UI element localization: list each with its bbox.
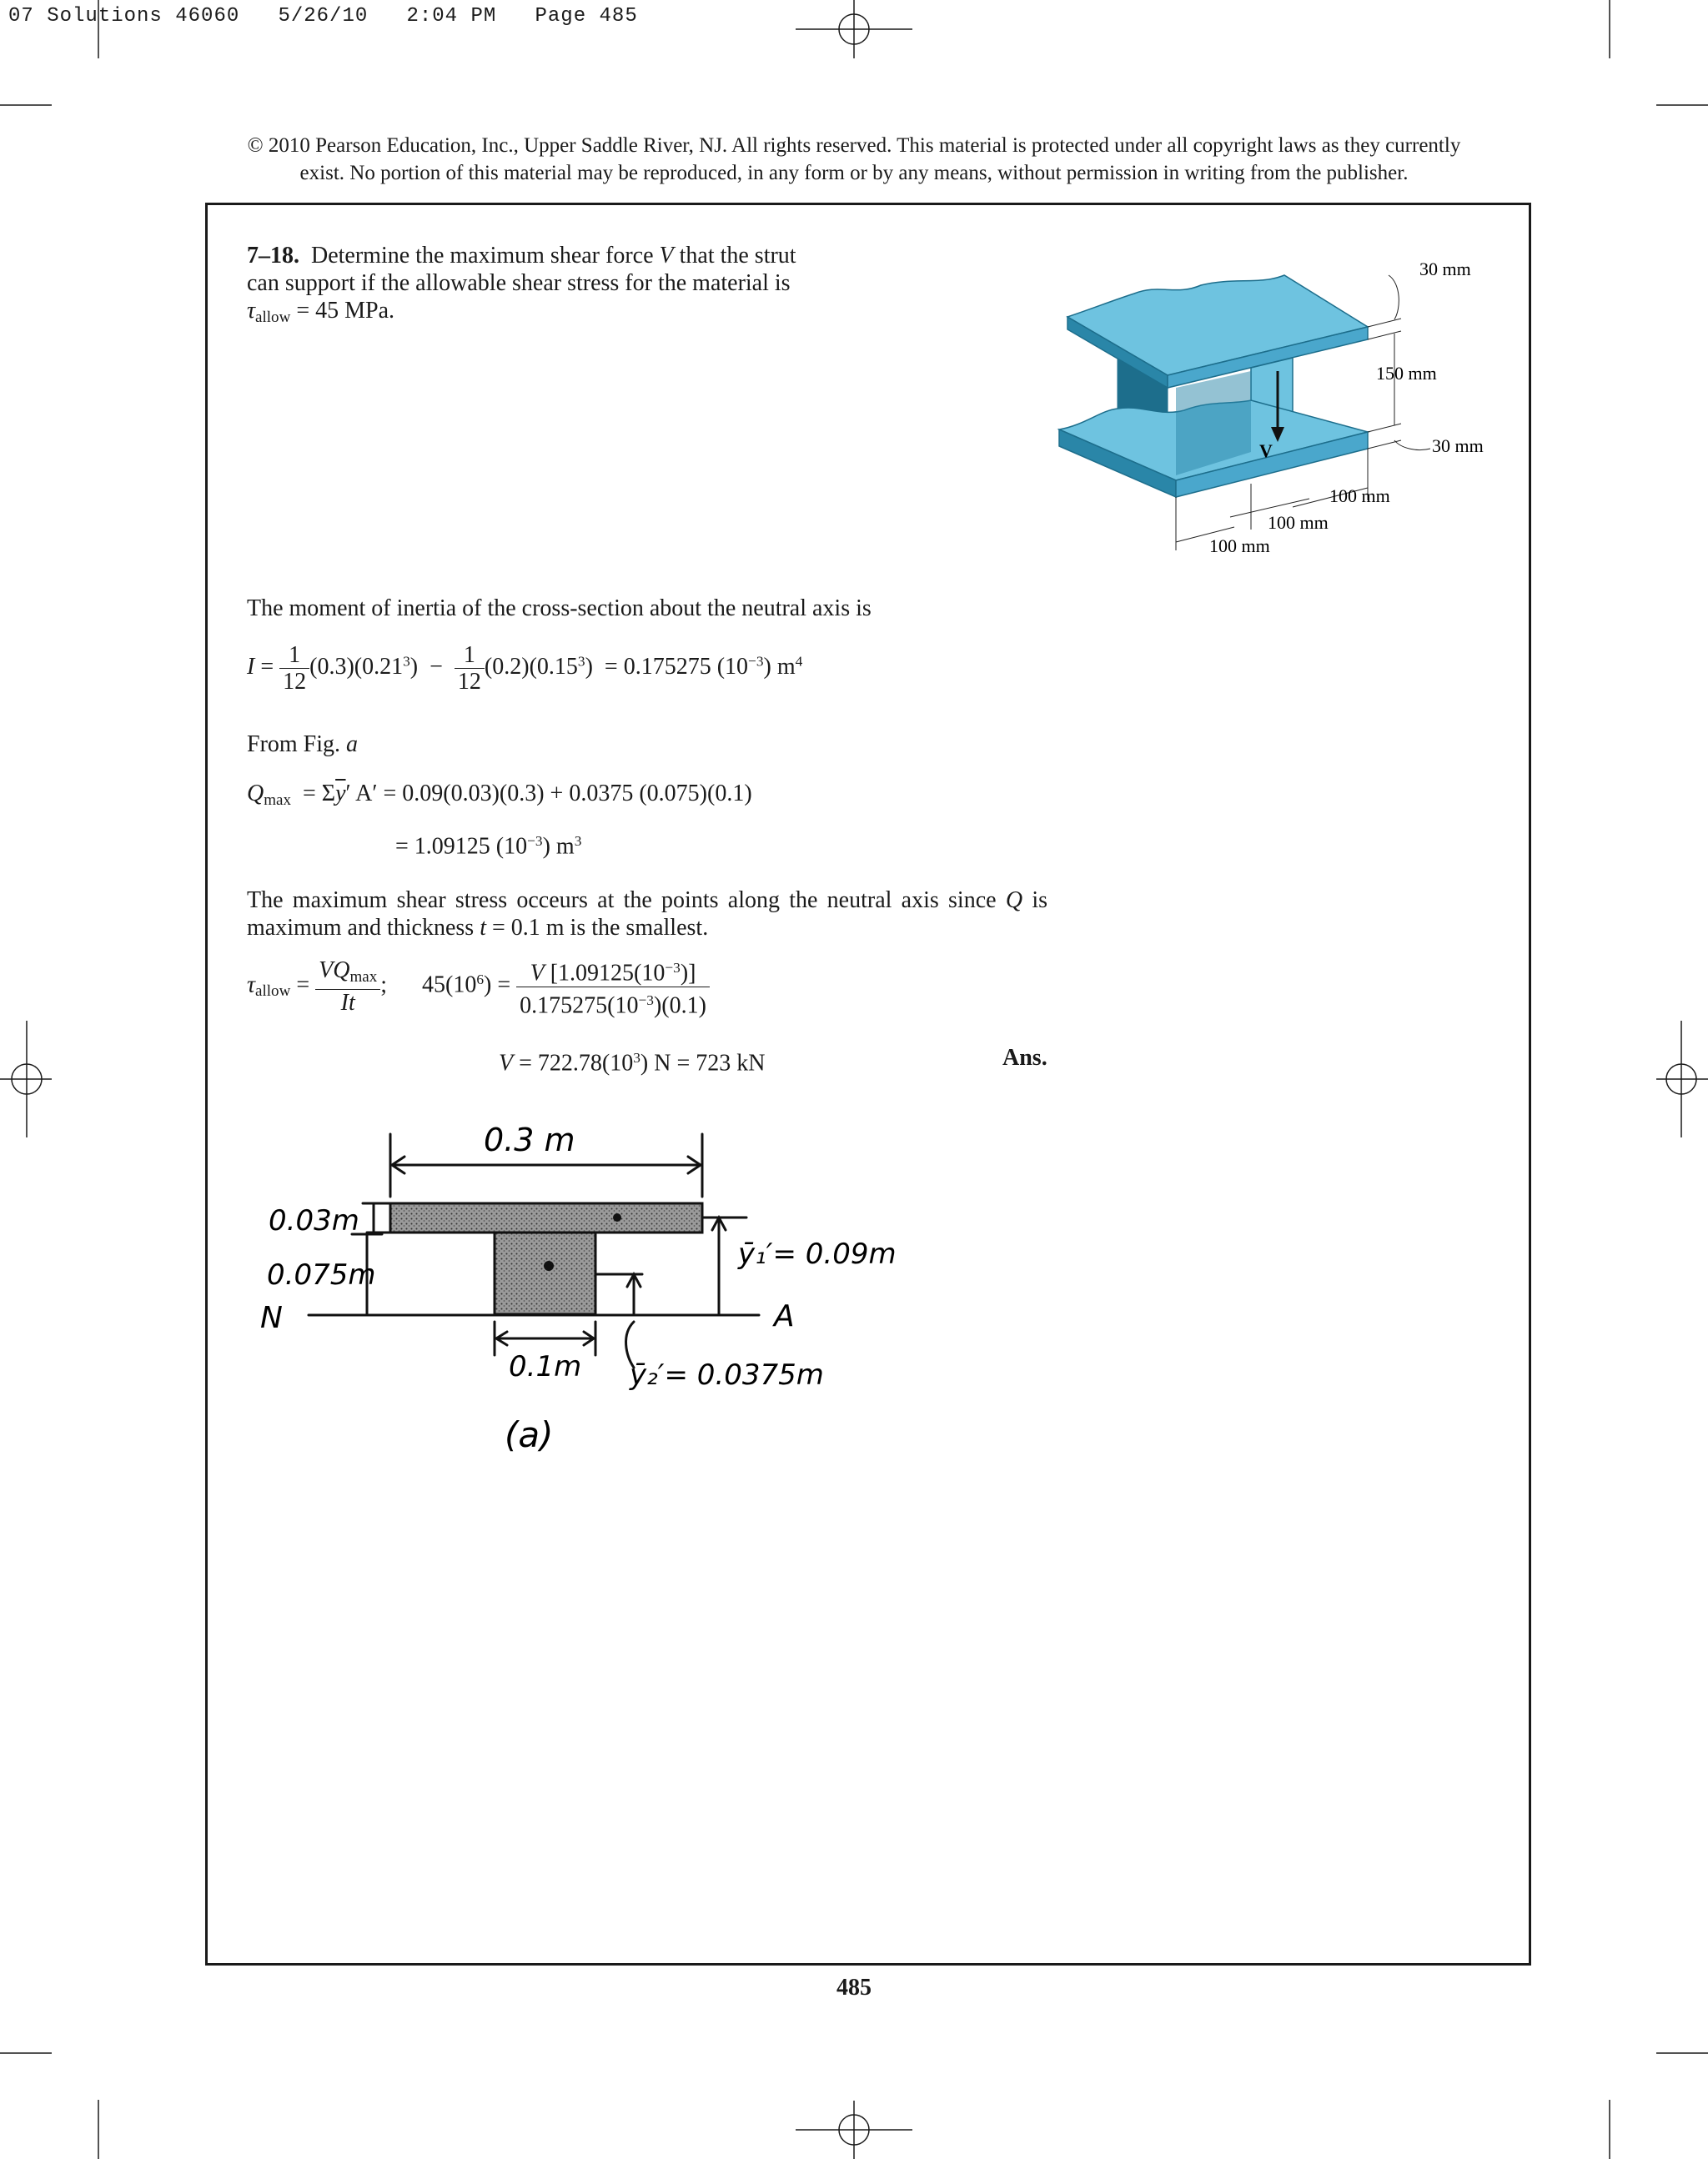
- result-equation: $V = 722.78(10^3) N = 723$ kN: [499, 1050, 766, 1077]
- sketch-flange: [390, 1203, 702, 1233]
- inertia-equation: I = $\frac{1}{12}$ (0.3)(0.21$^3$) − $\frac{1}{12}$ (0.2)(0.15$^3$) = 0.175275 $(10^{-3})$ $m^4$: [247, 642, 803, 695]
- dim-30mm-bottom: 30 mm: [1432, 435, 1484, 456]
- dim-100mm-b: 100 mm: [1268, 512, 1329, 533]
- cross-section-sketch: [250, 1117, 917, 1468]
- label-A: A: [774, 1299, 795, 1333]
- sketch-caption: (a): [505, 1414, 554, 1455]
- problem-statement: 7–18. Determine the maximum shear force V that the strut can support if the allowable shear stress for the material is $\tau_{allow} = 45$ MPa.: [247, 243, 796, 326]
- from-fig-a: From Fig. a: [247, 731, 359, 757]
- top-flange-face: [1068, 275, 1368, 375]
- inertia-intro: The moment of inertia of the cross-section about the neutral axis is: [247, 595, 872, 621]
- strut-figure: [1034, 233, 1501, 567]
- dim-30mm-top: 30 mm: [1419, 259, 1471, 279]
- shear-stress-equation: $\tau_{allow}$ = $\frac{VQ_{max}}{It}$ ; $45(10^6)$ = $\frac{V [1.09125(10^{-3})]}{0.175275(10^{-3})(0.1)}$: [247, 955, 710, 1018]
- print-slug: 07 Solutions 46060 5/26/10 2:04 PM Page 485: [8, 5, 638, 28]
- label-y2: ȳ₂′= 0.0375m: [630, 1358, 824, 1392]
- copyright-notice: [0, 132, 1708, 187]
- problem-number: 7–18.: [247, 243, 299, 269]
- answer-label: Ans.: [1002, 1045, 1047, 1071]
- label-0.3m: 0.3 m: [484, 1122, 575, 1158]
- sketch-web: [495, 1233, 595, 1314]
- label-N: N: [260, 1301, 283, 1335]
- label-web-0.075m: 0.075m: [267, 1258, 376, 1292]
- Q-equation: $Q_{max} = \Sigma\overline{y}'$ A′ = 0.09(0.03)(0.3) + 0.0375 (0.075)(0.1): [247, 781, 752, 809]
- copyright-line-2: exist. No portion of this material may be reproduced, in any form or by any means, without permission in writing from the publisher.: [299, 162, 1409, 184]
- copyright-line-1: © 2010 Pearson Education, Inc., Upper Saddle River, NJ. All rights reserved. This material is protected under all copyright laws as they currently: [247, 134, 1461, 157]
- dim-100mm-a: 100 mm: [1329, 485, 1390, 506]
- Q-value: = 1.09125 $(10^{-3})$ $m^3$: [395, 833, 582, 860]
- label-flange-0.03m: 0.03m: [269, 1204, 359, 1238]
- page-number: 485: [836, 1975, 872, 2001]
- dim-100mm-c: 100 mm: [1209, 535, 1270, 556]
- label-0.1m: 0.1m: [509, 1350, 582, 1383]
- label-y1: ȳ₁′= 0.09m: [738, 1238, 897, 1271]
- shear-statement: The maximum shear stress occeurs at the points along the neutral axis since Q is maximum and thickness t = 0.1 m is the smallest.: [247, 887, 1048, 941]
- dim-150mm: 150 mm: [1376, 363, 1437, 384]
- load-V-label: V: [1259, 440, 1273, 461]
